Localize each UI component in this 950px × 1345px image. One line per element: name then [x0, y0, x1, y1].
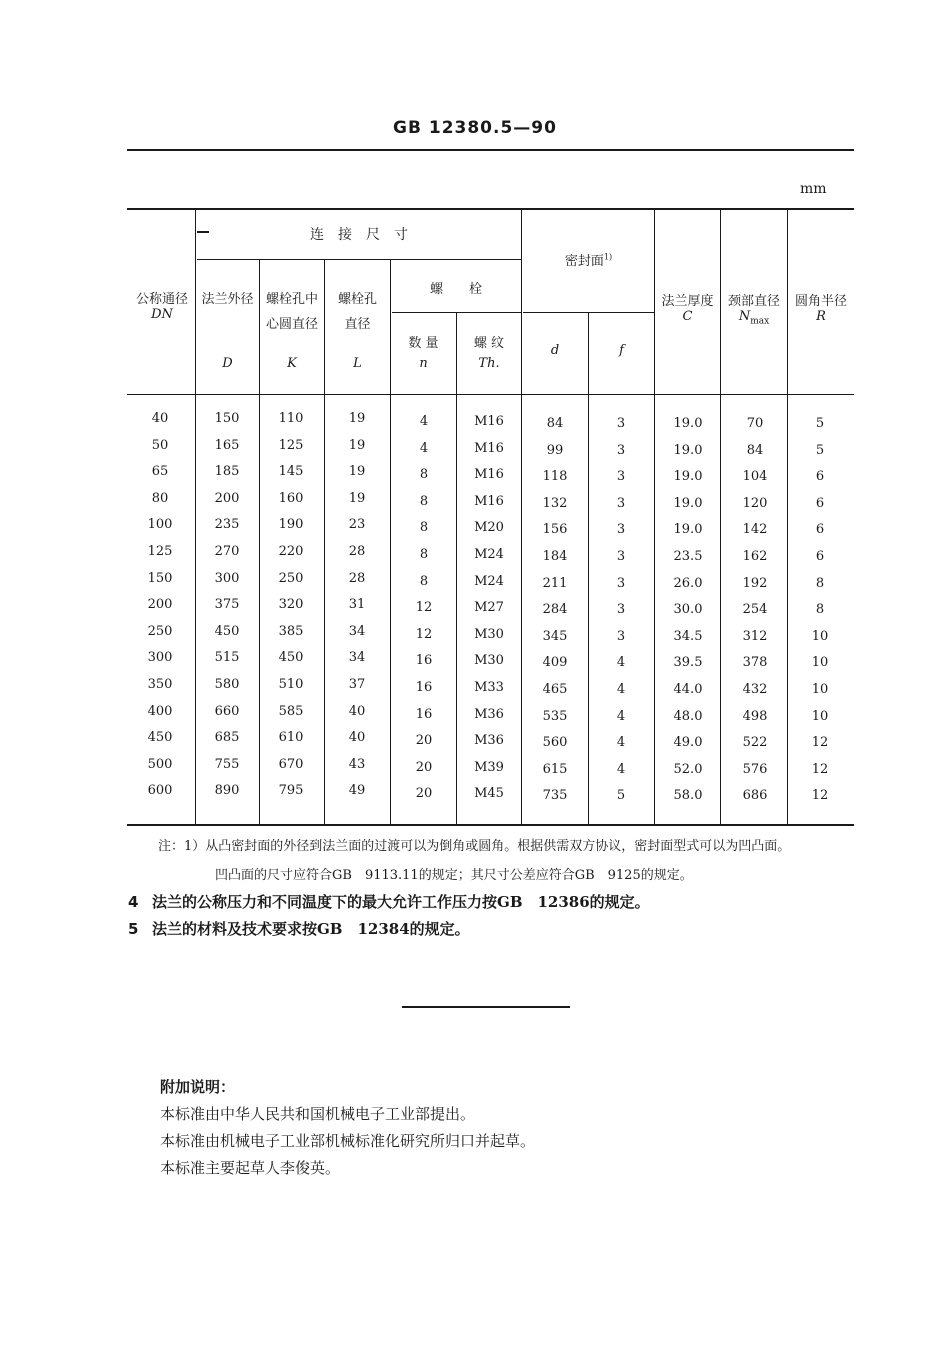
- cell-neck-diameter: 162: [742, 549, 768, 564]
- cell-bolt-qty: 12: [415, 600, 433, 615]
- cell-seal-f: 3: [616, 416, 626, 431]
- appendix-line: 本标准主要起草人李俊英。: [160, 1159, 341, 1177]
- table-note: 注：1）从凸密封面的外径到法兰面的过渡可以为倒角或圆角。根据供需双方协议，密封面型式可以为凹凸面。: [158, 839, 791, 854]
- cell-thread: M16: [474, 441, 504, 456]
- cell-seal-f: 3: [616, 496, 626, 511]
- cell-seal-d: 184: [542, 549, 568, 564]
- cell-thickness: 19.0: [673, 496, 703, 511]
- cell-seal-f: 5: [616, 788, 626, 803]
- cell-thickness: 19.0: [673, 522, 703, 537]
- cell-seal-f: 4: [616, 762, 626, 777]
- cell-radius: 5: [815, 416, 825, 431]
- cell-seal-f: 3: [616, 522, 626, 537]
- cell-thickness: 39.5: [673, 655, 703, 670]
- connect-group-rule: [197, 259, 521, 260]
- col-rule: [259, 260, 260, 824]
- cell-bolt-circle: 610: [278, 730, 304, 745]
- cell-seal-d: 284: [542, 602, 568, 617]
- cell-seal-f: 4: [616, 682, 626, 697]
- cell-dn: 500: [147, 757, 173, 772]
- cell-radius: 8: [815, 602, 825, 617]
- cell-radius: 12: [811, 735, 829, 750]
- cell-seal-d: 615: [542, 762, 568, 777]
- cell-bolt-circle: 160: [278, 491, 304, 506]
- table-header-rule: [127, 394, 854, 395]
- cell-bolt-hole: 34: [348, 650, 366, 665]
- cell-seal-f: 4: [616, 735, 626, 750]
- header-bolt-group: 螺 栓: [429, 282, 482, 297]
- appendix-line: 本标准由机械电子工业部机械标准化研究所归口并起草。: [160, 1132, 536, 1150]
- cell-bolt-hole: 40: [348, 704, 366, 719]
- cell-dn: 125: [147, 544, 173, 559]
- cell-thread: M45: [474, 786, 504, 801]
- table-bottom-rule: [127, 824, 854, 826]
- cell-dn: 50: [151, 438, 169, 453]
- cell-thickness: 23.5: [673, 549, 703, 564]
- cell-thickness: 49.0: [673, 735, 703, 750]
- cell-bolt-qty: 8: [419, 467, 429, 482]
- cell-bolt-circle: 450: [278, 650, 304, 665]
- cell-bolt-hole: 19: [348, 491, 366, 506]
- header-outer-diameter-symbol: D: [222, 356, 233, 371]
- cell-bolt-circle: 320: [278, 597, 304, 612]
- cell-bolt-circle: 385: [278, 624, 304, 639]
- cell-dn: 400: [147, 704, 173, 719]
- cell-outer-diameter: 300: [214, 571, 240, 586]
- cell-seal-f: 4: [616, 709, 626, 724]
- header-bolt-hole: 螺栓孔 直径: [337, 292, 377, 332]
- table-note-line2: 凹凸面的尺寸应符合GB 9113.11的规定；其尺寸公差应符合GB 9125的规定。: [215, 868, 693, 883]
- cell-thickness: 19.0: [673, 416, 703, 431]
- cell-outer-diameter: 165: [214, 438, 240, 453]
- cell-seal-d: 409: [542, 655, 568, 670]
- cell-radius: 6: [815, 469, 825, 484]
- cell-outer-diameter: 685: [214, 730, 240, 745]
- cell-radius: 10: [811, 709, 829, 724]
- cell-bolt-circle: 190: [278, 517, 304, 532]
- col-rule: [588, 313, 589, 824]
- cell-bolt-qty: 20: [415, 760, 433, 775]
- cell-outer-diameter: 755: [214, 757, 240, 772]
- cell-bolt-qty: 12: [415, 627, 433, 642]
- cell-bolt-qty: 16: [415, 680, 433, 695]
- cell-bolt-qty: 20: [415, 733, 433, 748]
- cell-outer-diameter: 200: [214, 491, 240, 506]
- cell-thread: M27: [474, 600, 504, 615]
- header-seal-group: 密封面$^{1)}$: [564, 252, 613, 269]
- cell-bolt-hole: 34: [348, 624, 366, 639]
- cell-seal-d: 465: [542, 682, 568, 697]
- cell-thread: M16: [474, 494, 504, 509]
- cell-outer-diameter: 270: [214, 544, 240, 559]
- cell-seal-f: 3: [616, 602, 626, 617]
- appendix-title: 附加说明：: [160, 1078, 236, 1096]
- cell-dn: 200: [147, 597, 173, 612]
- cell-seal-d: 735: [542, 788, 568, 803]
- cell-bolt-circle: 795: [278, 783, 304, 798]
- document-header-code: GB 12380.5—90: [393, 118, 557, 138]
- cell-radius: 5: [815, 443, 825, 458]
- unit-label: mm: [800, 181, 827, 197]
- cell-radius: 10: [811, 629, 829, 644]
- cell-bolt-hole: 28: [348, 571, 366, 586]
- cell-seal-d: 211: [542, 576, 568, 591]
- cell-bolt-qty: 8: [419, 574, 429, 589]
- cell-bolt-circle: 670: [278, 757, 304, 772]
- cell-neck-diameter: 70: [746, 416, 764, 431]
- cell-dn: 600: [147, 783, 173, 798]
- header-neck-diameter: 颈部直径 $N_{max}$: [727, 294, 780, 327]
- cell-bolt-hole: 37: [348, 677, 366, 692]
- cell-seal-d: 118: [542, 469, 568, 484]
- cell-neck-diameter: 312: [742, 629, 768, 644]
- cell-bolt-qty: 4: [419, 414, 429, 429]
- cell-bolt-circle: 510: [278, 677, 304, 692]
- cell-bolt-qty: 16: [415, 653, 433, 668]
- cell-bolt-hole: 19: [348, 411, 366, 426]
- cell-radius: 6: [815, 549, 825, 564]
- cell-neck-diameter: 254: [742, 602, 768, 617]
- cell-neck-diameter: 142: [742, 522, 768, 537]
- header-thread-symbol: Th.: [478, 356, 500, 371]
- cell-thread: M33: [474, 680, 504, 695]
- cell-seal-d: 156: [542, 522, 568, 537]
- cell-radius: 10: [811, 655, 829, 670]
- cell-neck-diameter: 104: [742, 469, 768, 484]
- cell-outer-diameter: 150: [214, 411, 240, 426]
- cell-thread: M36: [474, 707, 504, 722]
- cell-bolt-qty: 4: [419, 441, 429, 456]
- cell-bolt-hole: 40: [348, 730, 366, 745]
- cell-bolt-hole: 49: [348, 783, 366, 798]
- cell-bolt-circle: 110: [278, 411, 304, 426]
- header-seal-f: f: [619, 343, 624, 358]
- cell-outer-diameter: 185: [214, 464, 240, 479]
- cell-neck-diameter: 192: [742, 576, 768, 591]
- cell-bolt-qty: 8: [419, 494, 429, 509]
- cell-bolt-qty: 8: [419, 547, 429, 562]
- cell-neck-diameter: 522: [742, 735, 768, 750]
- header-bolt-circle: 螺栓孔中 心圆直径: [265, 292, 318, 332]
- cell-thickness: 19.0: [673, 469, 703, 484]
- header-connect-group: 连 接 尺 寸: [310, 227, 408, 243]
- cell-neck-diameter: 378: [742, 655, 768, 670]
- cell-neck-diameter: 120: [742, 496, 768, 511]
- cell-seal-f: 3: [616, 469, 626, 484]
- header-bolt-hole-symbol: L: [353, 356, 362, 371]
- header-bolt-circle-symbol: K: [287, 356, 297, 371]
- cell-seal-f: 3: [616, 576, 626, 591]
- cell-bolt-circle: 125: [278, 438, 304, 453]
- cell-outer-diameter: 660: [214, 704, 240, 719]
- header-thickness: 法兰厚度 C: [661, 294, 714, 324]
- cell-radius: 6: [815, 522, 825, 537]
- cell-thread: M24: [474, 574, 504, 589]
- cell-thickness: 44.0: [673, 682, 703, 697]
- cell-dn: 40: [151, 411, 169, 426]
- header-quantity-symbol: n: [419, 356, 428, 371]
- cell-thread: M36: [474, 733, 504, 748]
- cell-radius: 12: [811, 762, 829, 777]
- cell-outer-diameter: 515: [214, 650, 240, 665]
- col-rule: [456, 313, 457, 824]
- col-rule: [324, 260, 325, 824]
- end-rule: [402, 1006, 570, 1008]
- cell-bolt-circle: 250: [278, 571, 304, 586]
- cell-seal-d: 345: [542, 629, 568, 644]
- table-top-rule: [127, 208, 854, 210]
- header-seal-d: d: [550, 343, 560, 358]
- cell-thread: M16: [474, 467, 504, 482]
- cell-radius: 8: [815, 576, 825, 591]
- cell-dn: 65: [151, 464, 169, 479]
- cell-neck-diameter: 84: [746, 443, 764, 458]
- cell-dn: 150: [147, 571, 173, 586]
- cell-thread: M30: [474, 653, 504, 668]
- header-rule: [127, 149, 854, 151]
- cell-radius: 10: [811, 682, 829, 697]
- cell-bolt-circle: 220: [278, 544, 304, 559]
- cell-thickness: 30.0: [673, 602, 703, 617]
- cell-neck-diameter: 432: [742, 682, 768, 697]
- clause-4: 4 法兰的公称压力和不同温度下的最大允许工作压力按GB 12386的规定。: [128, 893, 650, 911]
- header-radius: 圆角半径 R: [794, 294, 847, 324]
- cell-thickness: 58.0: [673, 788, 703, 803]
- cell-dn: 300: [147, 650, 173, 665]
- cell-thread: M30: [474, 627, 504, 642]
- cell-seal-d: 560: [542, 735, 568, 750]
- cell-outer-diameter: 375: [214, 597, 240, 612]
- cell-outer-diameter: 580: [214, 677, 240, 692]
- cell-bolt-hole: 23: [348, 517, 366, 532]
- header-thread: 螺 纹: [473, 336, 505, 351]
- header-quantity: 数 量: [408, 336, 439, 351]
- cell-dn: 450: [147, 730, 173, 745]
- cell-bolt-qty: 8: [419, 520, 429, 535]
- cell-thickness: 26.0: [673, 576, 703, 591]
- cell-seal-f: 3: [616, 443, 626, 458]
- cell-dn: 100: [147, 517, 173, 532]
- appendix-line: 本标准由中华人民共和国机械电子工业部提出。: [160, 1105, 476, 1123]
- cell-neck-diameter: 686: [742, 788, 768, 803]
- cell-outer-diameter: 450: [214, 624, 240, 639]
- cell-dn: 350: [147, 677, 173, 692]
- cell-neck-diameter: 576: [742, 762, 768, 777]
- header-outer-diameter: 法兰外径: [201, 292, 254, 307]
- cell-thickness: 48.0: [673, 709, 703, 724]
- cell-bolt-hole: 19: [348, 464, 366, 479]
- cell-seal-d: 99: [546, 443, 564, 458]
- cell-seal-d: 535: [542, 709, 568, 724]
- cell-seal-f: 3: [616, 629, 626, 644]
- cell-thickness: 52.0: [673, 762, 703, 777]
- cell-bolt-hole: 28: [348, 544, 366, 559]
- cell-dn: 250: [147, 624, 173, 639]
- cell-outer-diameter: 235: [214, 517, 240, 532]
- cell-bolt-circle: 145: [278, 464, 304, 479]
- cell-radius: 6: [815, 496, 825, 511]
- header-dn: 公称通径 DN: [135, 292, 188, 322]
- cell-neck-diameter: 498: [742, 709, 768, 724]
- cell-seal-d: 84: [546, 416, 564, 431]
- cell-thread: M20: [474, 520, 504, 535]
- cell-seal-f: 3: [616, 549, 626, 564]
- cell-radius: 12: [811, 788, 829, 803]
- clause-5: 5 法兰的材料及技术要求按GB 12384的规定。: [128, 920, 470, 938]
- cell-bolt-qty: 16: [415, 707, 433, 722]
- cell-seal-d: 132: [542, 496, 568, 511]
- cell-bolt-circle: 585: [278, 704, 304, 719]
- cell-outer-diameter: 890: [214, 783, 240, 798]
- cell-bolt-hole: 43: [348, 757, 366, 772]
- cell-thread: M24: [474, 547, 504, 562]
- cell-dn: 80: [151, 491, 169, 506]
- cell-thread: M16: [474, 414, 504, 429]
- cell-seal-f: 4: [616, 655, 626, 670]
- cell-thickness: 34.5: [673, 629, 703, 644]
- cell-thickness: 19.0: [673, 443, 703, 458]
- cell-thread: M39: [474, 760, 504, 775]
- cell-bolt-hole: 19: [348, 438, 366, 453]
- cell-bolt-qty: 20: [415, 786, 433, 801]
- cell-bolt-hole: 31: [348, 597, 366, 612]
- col-rule: [521, 209, 522, 824]
